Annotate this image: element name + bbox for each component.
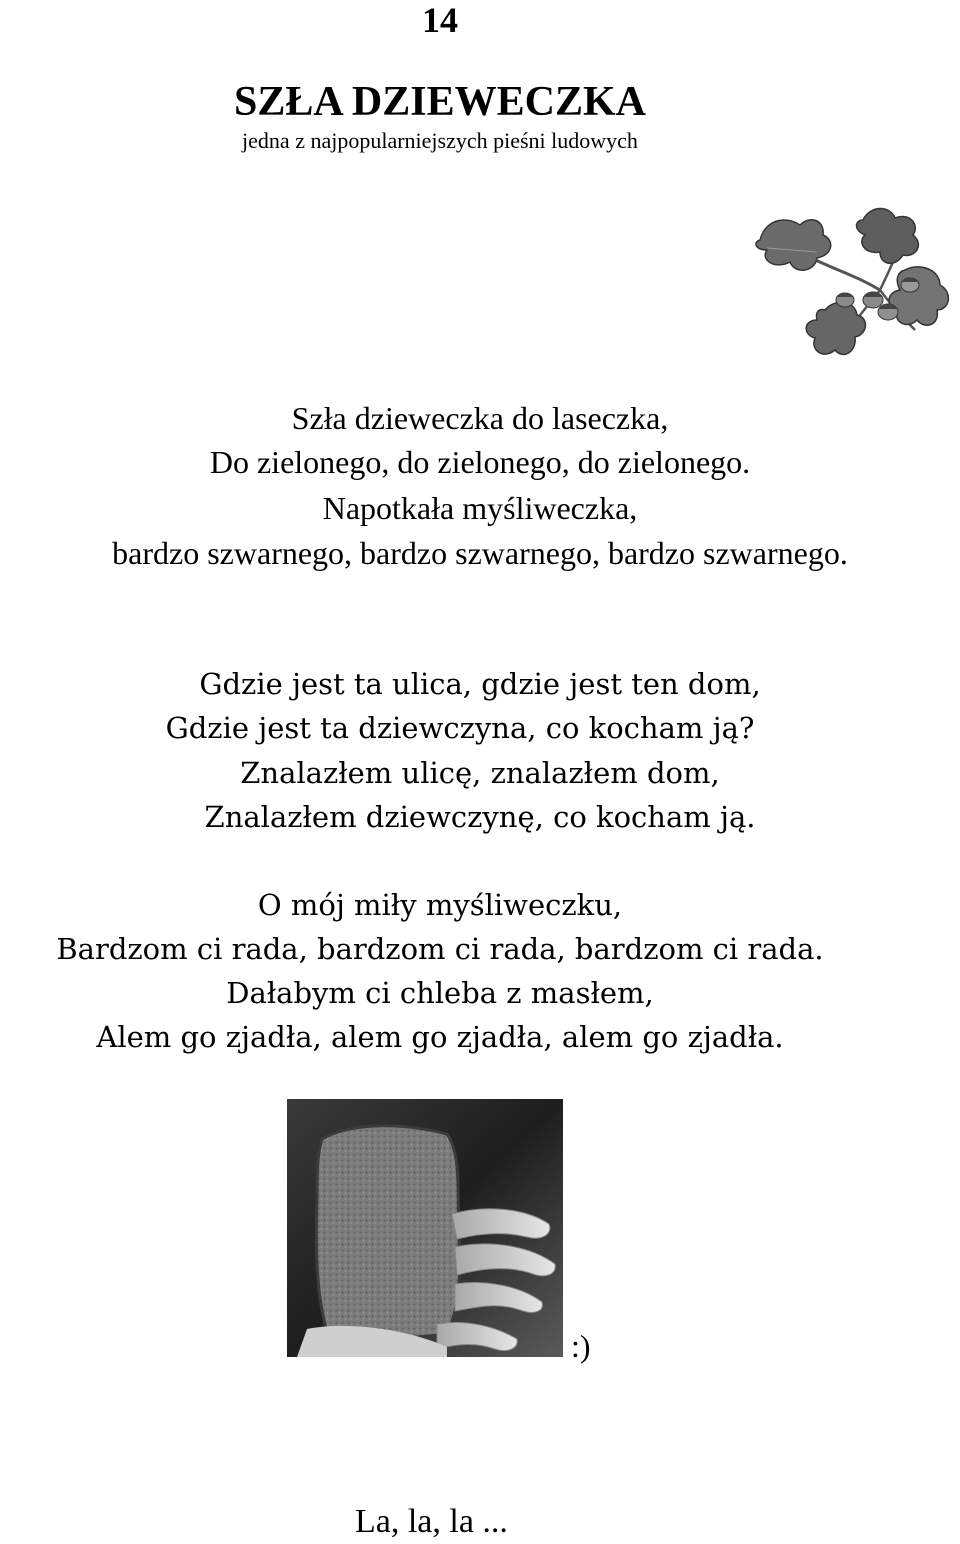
page-number: 14: [422, 0, 458, 40]
stanza-3-line-2: Bardzom ci rada, bardzom ci rada, bardzom ci rada.: [56, 932, 824, 966]
stanza-1-line-4: bardzo szwarnego, bardzo szwarnego, bardzo szwarnego.: [112, 535, 848, 571]
stanza-2-line-2: Gdzie jest ta dziewczyna, co kocham ją?: [165, 711, 755, 745]
song-title: SZŁA DZIEWECZKA: [234, 79, 646, 125]
stanza-3-line-1: O mój miły myśliweczku,: [257, 888, 623, 922]
stanza-2-line-1: Gdzie jest ta ulica, gdzie jest ten dom,: [199, 667, 761, 701]
stanza-1-line-1: Szła dzieweczka do laseczka,: [291, 400, 669, 436]
stanza-2-line-3: Znalazłem ulicę, znalazłem dom,: [240, 756, 720, 790]
oak-leaves-icon: [745, 200, 955, 380]
stanza-3-line-4: Alem go zjadła, alem go zjadła, alem go zjadła.: [96, 1020, 784, 1054]
closing-refrain: La, la, la ...: [355, 1503, 508, 1540]
stanza-3-line-3: Dałabym ci chleba z masłem,: [226, 976, 654, 1010]
song-subtitle: jedna z najpopularniejszych pieśni ludowych: [242, 128, 638, 153]
stanza-1-line-3: Napotkała myśliweczka,: [322, 490, 638, 526]
bread-photo-icon: [287, 1099, 563, 1357]
stanza-1-line-2: Do zielonego, do zielonego, do zielonego.: [209, 444, 751, 480]
stanza-2-line-4: Znalazłem dziewczynę, co kocham ją.: [204, 800, 756, 834]
smiley-text: :): [571, 1328, 591, 1364]
